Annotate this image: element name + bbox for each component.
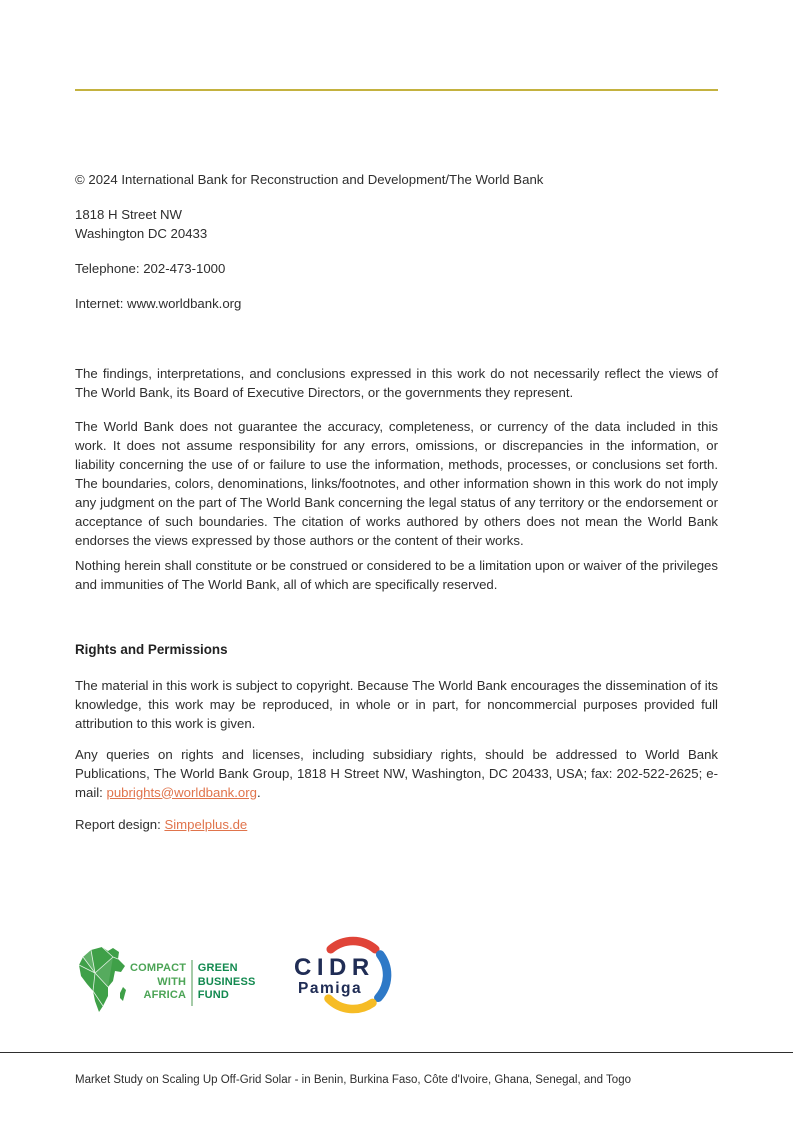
report-design-label: Report design: <box>75 816 165 832</box>
telephone-line: Telephone: 202-473-1000 <box>75 260 226 276</box>
footer-report-title: Market Study on Scaling Up Off-Grid Solar - in Benin, Burkina Faso, Côte d'Ivoire, Ghana, Senegal, and Togo <box>75 1074 631 1086</box>
page-content <box>0 89 793 834</box>
compact-with-africa-wordmark <box>130 962 186 1003</box>
africa-map-icon <box>75 944 127 1021</box>
cidr-blue-arc <box>378 955 387 998</box>
fund-line-2: BUSINESS <box>197 975 256 988</box>
compact-with-africa-logo <box>75 944 256 1021</box>
rights-and-permissions-heading: Rights and Permissions <box>75 641 228 657</box>
green-business-fund-wordmark <box>198 962 256 1003</box>
address-block <box>75 205 718 243</box>
address-line-1: 1818 H Street NW <box>75 206 183 222</box>
cidr-yellow-arc <box>328 999 372 1009</box>
internet-line: Internet: www.worldbank.org <box>75 295 242 311</box>
report-design-line <box>75 815 718 834</box>
logo-divider <box>191 960 193 1006</box>
pubrights-email-link[interactable]: pubrights@worldbank.org <box>106 784 257 800</box>
cidr-pamiga-logo <box>293 931 397 1024</box>
pamiga-wordmark: Pamiga <box>297 980 362 997</box>
address-line-2: Washington DC 20433 <box>75 225 208 241</box>
paragraph-guarantee: The World Bank does not guarantee the accuracy, completeness, or currency of the data included in this work. It does not assume responsibility for any errors, omissions, or discrepancies in the information, or liability concerning the use of or failure to use the information, methods, processes, or conclusions set forth. The boundaries, colors, denominations, links/footnotes, and other information shown in this work do not imply any judgment on the part of The World Bank concerning the legal status of any territory or the endorsement or acceptance of such boundaries. The citation of works authored by others does not mean the World Bank endorses the views expressed by those authors or the content of their works. <box>75 418 718 548</box>
simpelplus-link[interactable]: Simpelplus.de <box>164 816 248 832</box>
paragraph-findings: The findings, interpretations, and conclusions expressed in this work do not necessarily reflect the views of The World Bank, its Board of Executive Directors, or the governments they represent. <box>75 365 718 400</box>
footer-divider-line <box>0 1052 793 1053</box>
cidr-red-arc <box>330 941 375 949</box>
fund-line-3: FUND <box>197 989 230 1002</box>
cwa-line-1: COMPACT <box>130 962 187 975</box>
paragraph-material-copyright: The material in this work is subject to copyright. Because The World Bank encourages the dissemination of its knowledge, this work may be reproduced, in whole or in part, for noncommercial purposes provided full attribution to this work is given. <box>75 677 718 731</box>
paragraph-nothing-herein: Nothing herein shall constitute or be construed or considered to be a limitation upon or waiver of the privileges and immunities of The World Bank, all of which are specifically reserved. <box>75 557 718 592</box>
cwa-line-2: WITH <box>157 975 187 988</box>
copyright-line: © 2024 International Bank for Reconstruction and Development/The World Bank <box>75 171 544 187</box>
fund-line-1: GREEN <box>197 962 238 975</box>
partner-logos-row <box>75 931 397 1024</box>
paragraph-queries <box>75 745 718 802</box>
cidr-wordmark: CIDR <box>293 954 375 981</box>
cwa-line-3: AFRICA <box>143 989 187 1002</box>
queries-text-end: . <box>257 784 261 800</box>
gold-divider-rule <box>75 89 718 91</box>
queries-text: Any queries on rights and licenses, including subsidiary rights, should be addressed to World Bank Publications, The World Bank Group, 1818 H Street NW, Washington, DC 20433, USA; fax: 202-522-2625; e-mail: <box>75 746 718 800</box>
